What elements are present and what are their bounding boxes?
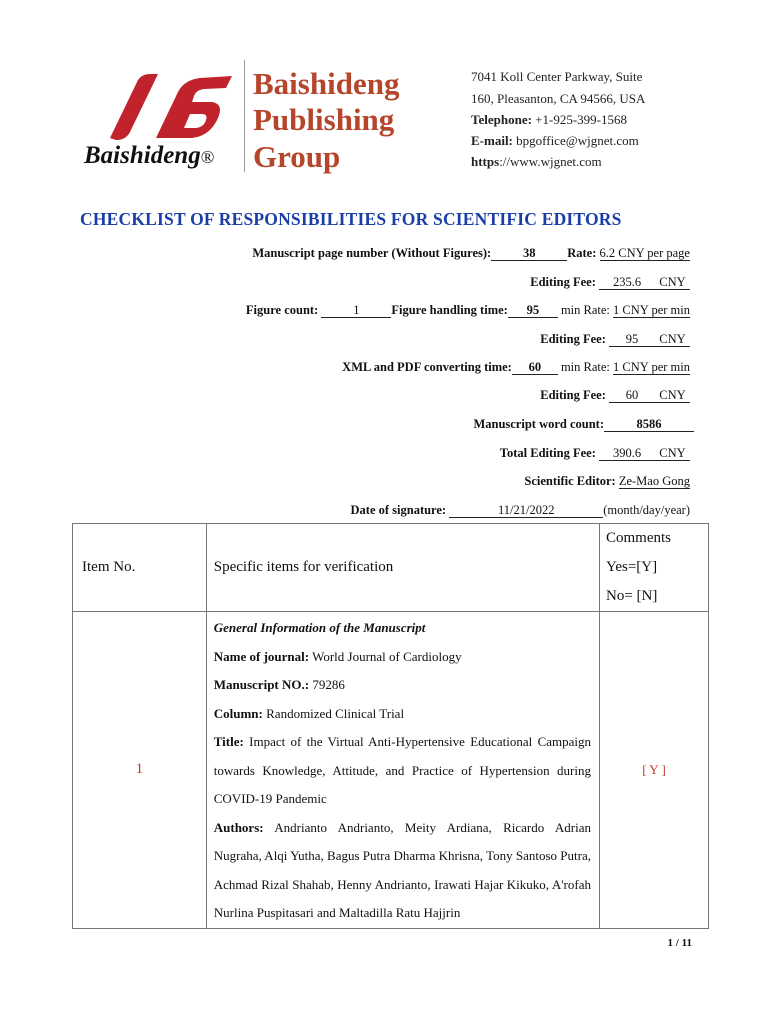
logo-name-line-1: Baishideng: [253, 66, 400, 101]
word-count-line: Manuscript word count: 8586: [473, 417, 694, 432]
figure-fee-line: Editing Fee: 95 CNY: [540, 332, 690, 347]
total-fee-line: Total Editing Fee: 390.6 CNY: [500, 446, 690, 461]
xml-line: XML and PDF converting time: 60 min Rate: 1 CNY per min: [342, 360, 690, 374]
address-line-2: 160, Pleasanton, CA 94566, USA: [471, 91, 646, 106]
column-type: Column: Randomized Clinical Trial: [213, 705, 405, 721]
page-number: 1 / 11: [667, 937, 692, 949]
col-comments-header: [600, 524, 709, 612]
item-details: [206, 612, 599, 929]
verification-table: [72, 523, 709, 929]
address-line-1: 7041 Koll Center Parkway, Suite: [471, 69, 643, 84]
logo-name-line-2: Publishing: [253, 102, 395, 137]
figure-line: Figure count: 1 Figure handling time: 95 min Rate: 1 CNY per min: [245, 303, 690, 317]
table-header-row: [73, 524, 709, 612]
col-spec-header: Specific items for verification: [206, 524, 599, 612]
section-heading: General Information of the Manuscript: [213, 620, 426, 635]
item-answer: [ Y ]: [600, 612, 709, 929]
page-title: CHECKLIST OF RESPONSIBILITIES FOR SCIENTIFIC EDITORS: [80, 209, 622, 229]
col-item-header: Item No.: [73, 524, 207, 612]
table-row: [73, 612, 709, 929]
item-number: 1: [73, 612, 207, 929]
xml-fee-line: Editing Fee: 60 CNY: [540, 388, 690, 403]
logo-name-line-3: Group: [253, 139, 341, 174]
yes-legend: Yes=[Y]: [606, 559, 658, 575]
email: E-mail: bpgoffice@wjgnet.com: [471, 133, 639, 148]
date-line: Date of signature: 11/21/2022 (month/day/year): [350, 503, 690, 517]
journal-name: Name of journal: World Journal of Cardiology: [213, 648, 462, 664]
telephone: Telephone: +1-925-399-1568: [471, 112, 627, 127]
page-fee-line: Editing Fee: 235.6 CNY: [530, 275, 690, 290]
manuscript-authors: Authors: Andrianto Andrianto, Meity Ardiana, Ricardo Adrian Nugraha, Alqi Yutha, Bagus Putra Dharma Khrisna, Tony Santoso Putra, Achmad Rizal Shahab, Henny Andrianto, Irawati Hajar Kikuko, A'rofah Nurlina Puspitasari and Maltadilla Ratu Hajjrin: [213, 819, 591, 920]
website: https://www.wjgnet.com: [471, 154, 602, 169]
logo-script-text: Baishideng®: [84, 142, 215, 169]
scientific-editor-line: Scientific Editor: Ze-Mao Gong: [524, 474, 690, 488]
logo-divider: [244, 60, 245, 172]
manuscript-no: Manuscript NO.: 79286: [213, 677, 345, 692]
comments-label: Comments: [606, 530, 672, 546]
no-legend: No= [N]: [606, 588, 658, 604]
manuscript-title: Title: Impact of the Virtual Anti-Hypertensive Educational Campaign towards Knowledge, Attitude, and Practice of Hypertension during COVID-19 Pandemic: [213, 734, 592, 806]
page-number-line: Manuscript page number (Without Figures): 38 Rate: 6.2 CNY per page: [252, 246, 690, 260]
baishideng-logo-icon: [108, 72, 233, 142]
